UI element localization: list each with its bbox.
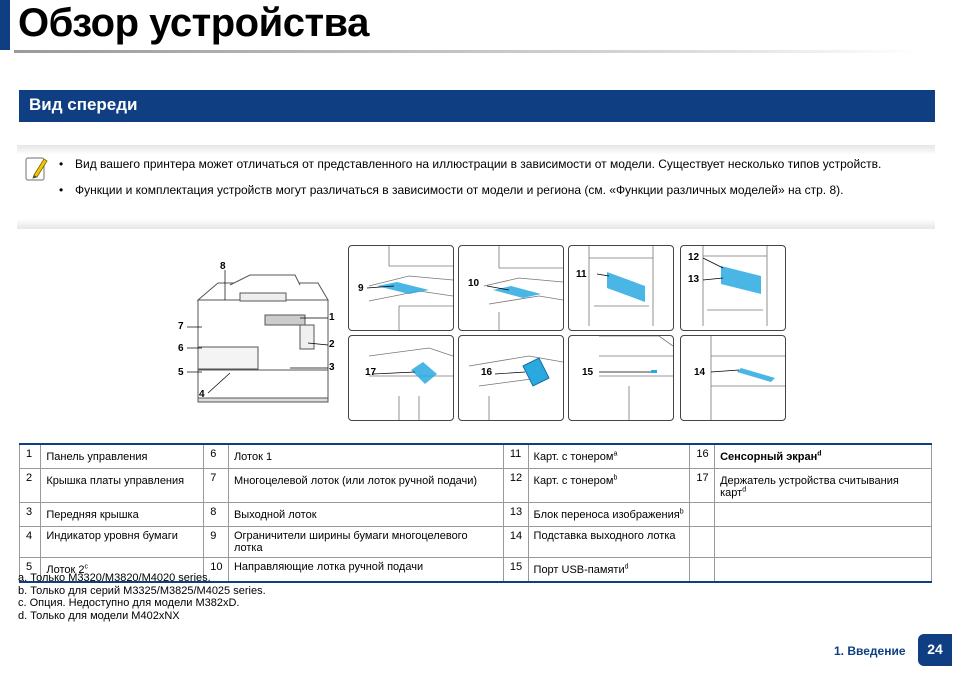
footer-chapter-link[interactable]: 1. Введение	[834, 644, 906, 658]
callout-1: 1	[329, 312, 335, 323]
footnote: d. Только для модели M402xNX	[18, 609, 180, 622]
printer-front-illustration	[170, 255, 345, 415]
page-number-badge: 24	[918, 634, 952, 666]
note-pencil-icon	[25, 155, 49, 183]
table-row: 5 Лоток 2$^c$ 10 Направляющие лотка ручной подачи 15 Порт USB-памяти$^d$	[20, 557, 932, 582]
callout-2: 2	[329, 339, 335, 350]
callout-15: 15	[582, 367, 594, 378]
callout-6: 6	[178, 343, 184, 354]
note-box	[17, 145, 935, 229]
detail-panel-card-reader-holder	[348, 335, 454, 421]
detail-panel-toner-imaging-unit	[680, 245, 786, 331]
table-row: 3 Передняя крышка 8 Выходной лоток 13 Блок переноса изображения$^b$	[20, 502, 932, 526]
callout-5: 5	[178, 367, 184, 378]
callout-11: 11	[576, 269, 587, 280]
table-row: 4 Индикатор уровня бумаги 9 Ограничители ширины бумаги многоцелевого лотка 14 Подставка выходного лотка	[20, 526, 932, 557]
callout-14: 14	[694, 367, 706, 378]
footnote: b. Только для серий M3325/M3825/M4025 series.	[18, 584, 266, 597]
title-accent-bar	[0, 0, 10, 50]
footnote: a. Только M3320/M3820/M4020 series.	[18, 572, 211, 584]
callout-17: 17	[365, 367, 377, 378]
title-divider	[14, 50, 919, 53]
detail-panel-usb-port	[568, 335, 674, 421]
parts-table	[19, 443, 932, 583]
note-item: • Функции и комплектация устройств могут различаться в зависимости от модели и региона (см. «Функции различных моделей» на стр. 8).	[59, 181, 929, 199]
detail-panel-manual-feed-guides	[458, 245, 564, 331]
footnote: c. Опция. Недоступно для модели M382xD.	[18, 597, 240, 610]
table-row: 1 Панель управления 6 Лоток 1 11 Карт. с тонером$^a$ 16 Сенсорный экран$^d$	[20, 444, 932, 468]
callout-7: 7	[178, 321, 184, 332]
section-header	[19, 90, 935, 122]
detail-panel-mp-tray-guides	[348, 245, 454, 331]
page-title: Обзор устройства	[18, 1, 369, 45]
detail-panel-toner-cartridge	[568, 245, 674, 331]
detail-panel-touch-screen	[458, 335, 564, 421]
callout-9: 9	[358, 283, 364, 294]
callout-3: 3	[329, 362, 335, 373]
table-row: 2 Крышка платы управления 7 Многоцелевой лоток (или лоток ручной подачи) 12 Карт. с тонером$^b$ 17 Держатель устройства считывания карт$^d$	[20, 468, 932, 502]
note-item: • Вид вашего принтера может отличаться от представленного на иллюстрации в зависимости от модели. Существует несколько типов устройств.	[59, 155, 929, 173]
section-title: Вид спереди	[29, 95, 138, 114]
callout-16: 16	[481, 367, 493, 378]
callout-12: 12	[688, 252, 700, 263]
callout-4: 4	[199, 389, 205, 400]
callout-13: 13	[688, 274, 700, 285]
detail-panel-output-tray-support	[680, 335, 786, 421]
note-list	[59, 155, 929, 207]
callout-8: 8	[220, 261, 226, 272]
footnotes	[18, 572, 266, 622]
callout-10: 10	[468, 278, 480, 289]
